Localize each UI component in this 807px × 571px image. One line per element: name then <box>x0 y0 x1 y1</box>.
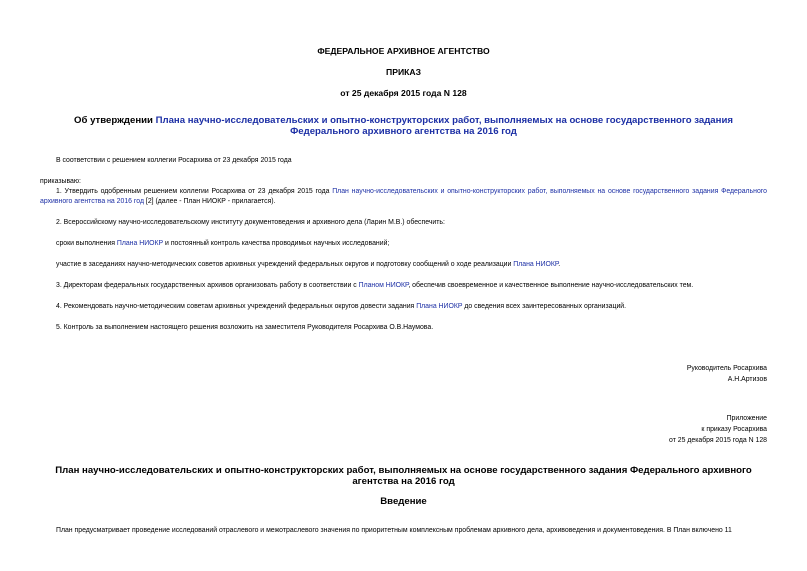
item-2a-tail: и постоянный контроль качества проводимых научных исследований; <box>163 240 390 247</box>
order-word: приказываю: <box>40 178 81 185</box>
signature-position: Руководитель Росархива <box>686 365 767 372</box>
item-4 <box>56 302 626 312</box>
item-3-text: 3. Директорам федеральных государственных архивов организовать работу в соответствии с <box>56 282 359 289</box>
item-1-text: 1. Утвердить одобренным решением коллегии Росархива от 23 декабря 2015 года <box>56 188 333 195</box>
plan-link-item-2a[interactable]: Плана НИОКР <box>116 240 164 247</box>
doc-date-number: от 25 декабря 2015 года N 128 <box>340 88 467 98</box>
item-2b-tail: . <box>558 261 561 268</box>
appendix-line-1: Приложение <box>726 415 767 422</box>
intro-heading: Введение <box>380 496 427 507</box>
plan-title: План научно-исследовательских и опытно-конструкторских работ, выполняемых на основе государственного задания Федерального архивного агентства на 2016 год <box>55 465 752 487</box>
appendix-line-2: к приказу Росархива <box>701 426 767 433</box>
item-2a <box>56 239 389 249</box>
agency-name: ФЕДЕРАЛЬНОЕ АРХИВНОЕ АГЕНТСТВО <box>317 46 490 56</box>
plan-link-item-2b[interactable]: Плана НИОКР <box>513 261 559 268</box>
signature-name: А.Н.Артизов <box>727 376 767 383</box>
plan-link-item-4[interactable]: Плана НИОКР <box>416 303 463 310</box>
doc-title <box>40 115 767 137</box>
item-5: 5. Контроль за выполнением настоящего решения возложить на заместителя Руководителя Росархива О.В.Наумова. <box>56 324 434 331</box>
item-1-tail: [2] (далее - План НИОКР - прилагается). <box>144 198 276 205</box>
doc-type: ПРИКАЗ <box>386 67 421 77</box>
item-2: 2. Всероссийскому научно-исследовательскому институту документоведения и архивного дела (Ларин М.В.) обеспечить: <box>56 219 445 226</box>
plan-link-item-3[interactable]: Планом НИОКР <box>358 282 409 289</box>
item-2b <box>56 260 560 270</box>
item-3-tail: , обеспечив своевременное и качественное выполнение научно-исследовательских тем. <box>408 282 694 289</box>
preamble: В соответствии с решением коллегии Росархива от 23 декабря 2015 года <box>56 157 292 164</box>
item-3 <box>56 281 693 291</box>
item-4-text: 4. Рекомендовать научно-методическим советам архивных учреждений федеральных округов довести задания <box>56 303 417 310</box>
doc-title-prefix: Об утверждении <box>74 115 156 126</box>
item-2a-text: сроки выполнения <box>56 240 117 247</box>
item-1 <box>40 187 767 207</box>
appendix-line-3: от 25 декабря 2015 года N 128 <box>669 437 767 444</box>
item-4-tail: до сведения всех заинтересованных организаций. <box>462 303 627 310</box>
plan-link-item-1[interactable]: План научно-исследовательских и опытно-конструкторских работ, выполняемых на основе государственного задания Федерального архивного агентства на 2016 год <box>40 188 767 205</box>
plan-link-title[interactable]: Плана научно-исследовательских и опытно-конструкторских работ, выполняемых на основе государственного задания Федерального архивного агентства на 2016 год <box>155 115 733 137</box>
intro-text: План предусматривает проведение исследований отраслевого и межотраслевого значения по приоритетным комплексным проблемам архивного дела, архивоведения и документоведения. В План включено 11 <box>56 527 732 534</box>
item-2b-text: участие в заседаниях научно-методических советов архивных учреждений федеральных округов и подготовку сообщений о ходе реализации <box>56 261 514 268</box>
